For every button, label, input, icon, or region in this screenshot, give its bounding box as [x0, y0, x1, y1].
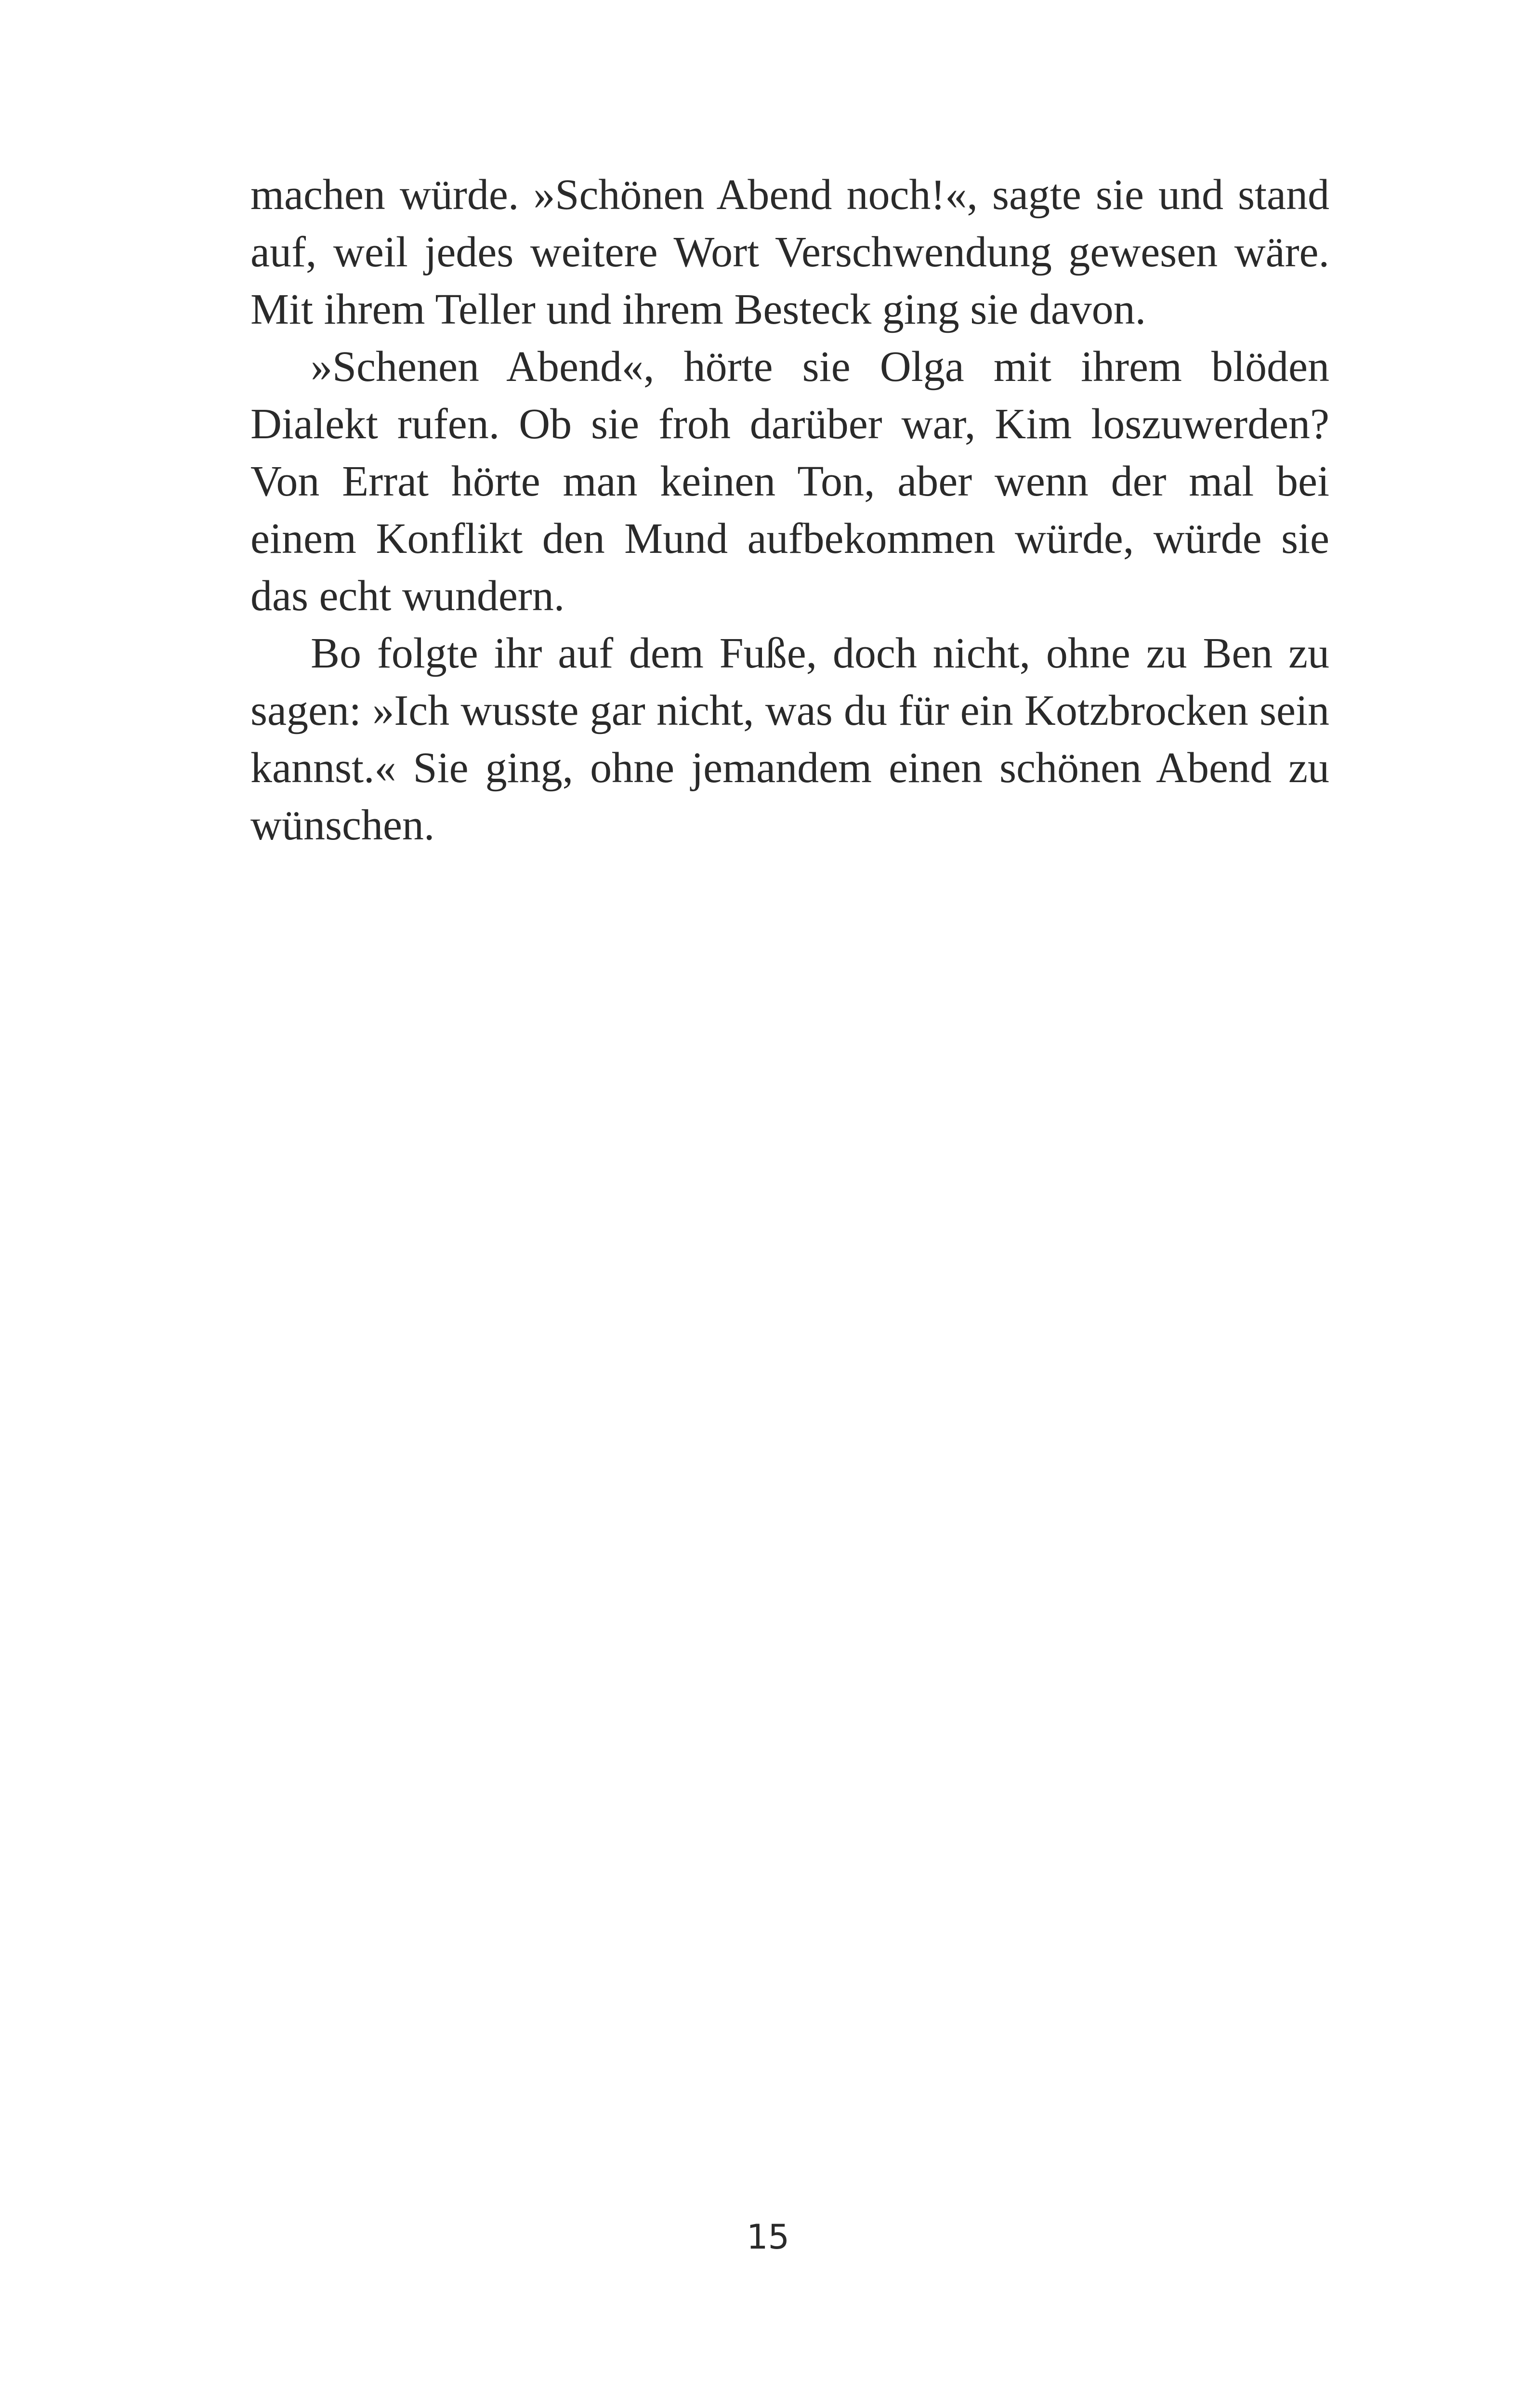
text-line: Bo folgte ihr auf dem Fuße, doch nicht, ohne zu Ben zu [311, 629, 1329, 677]
text-line: Mit ihrem Teller und ihrem Besteck ging sie davon. [250, 286, 1146, 333]
text-line: »Schenen Abend«, hörte sie Olga mit ihrem blöden [311, 343, 1329, 391]
text-line: das echt wundern. [250, 572, 565, 620]
text-line: wünschen. [250, 801, 435, 849]
paragraph-3 [250, 625, 1329, 854]
text-line: machen würde. »Schönen Abend noch!«, sagte sie und stand [250, 171, 1329, 219]
text-line: kannst.« Sie ging, ohne jemandem einen schönen Abend zu [250, 744, 1329, 792]
text-line: Dialekt rufen. Ob sie froh darüber war, Kim loszuwerden? [250, 400, 1329, 448]
text-line: einem Konflikt den Mund aufbekommen würde, würde sie [250, 515, 1329, 563]
text-line: sagen: »Ich wusste gar nicht, was du für ein Kotzbrocken sein [250, 687, 1329, 734]
body-text [250, 166, 1329, 854]
page-number: 15 [746, 2217, 790, 2257]
paragraph-1 [250, 166, 1329, 338]
paragraph-2 [250, 338, 1329, 625]
text-line: Von Errat hörte man keinen Ton, aber wenn der mal bei [250, 458, 1329, 505]
text-line: auf, weil jedes weitere Wort Verschwendung gewesen wäre. [250, 228, 1329, 276]
